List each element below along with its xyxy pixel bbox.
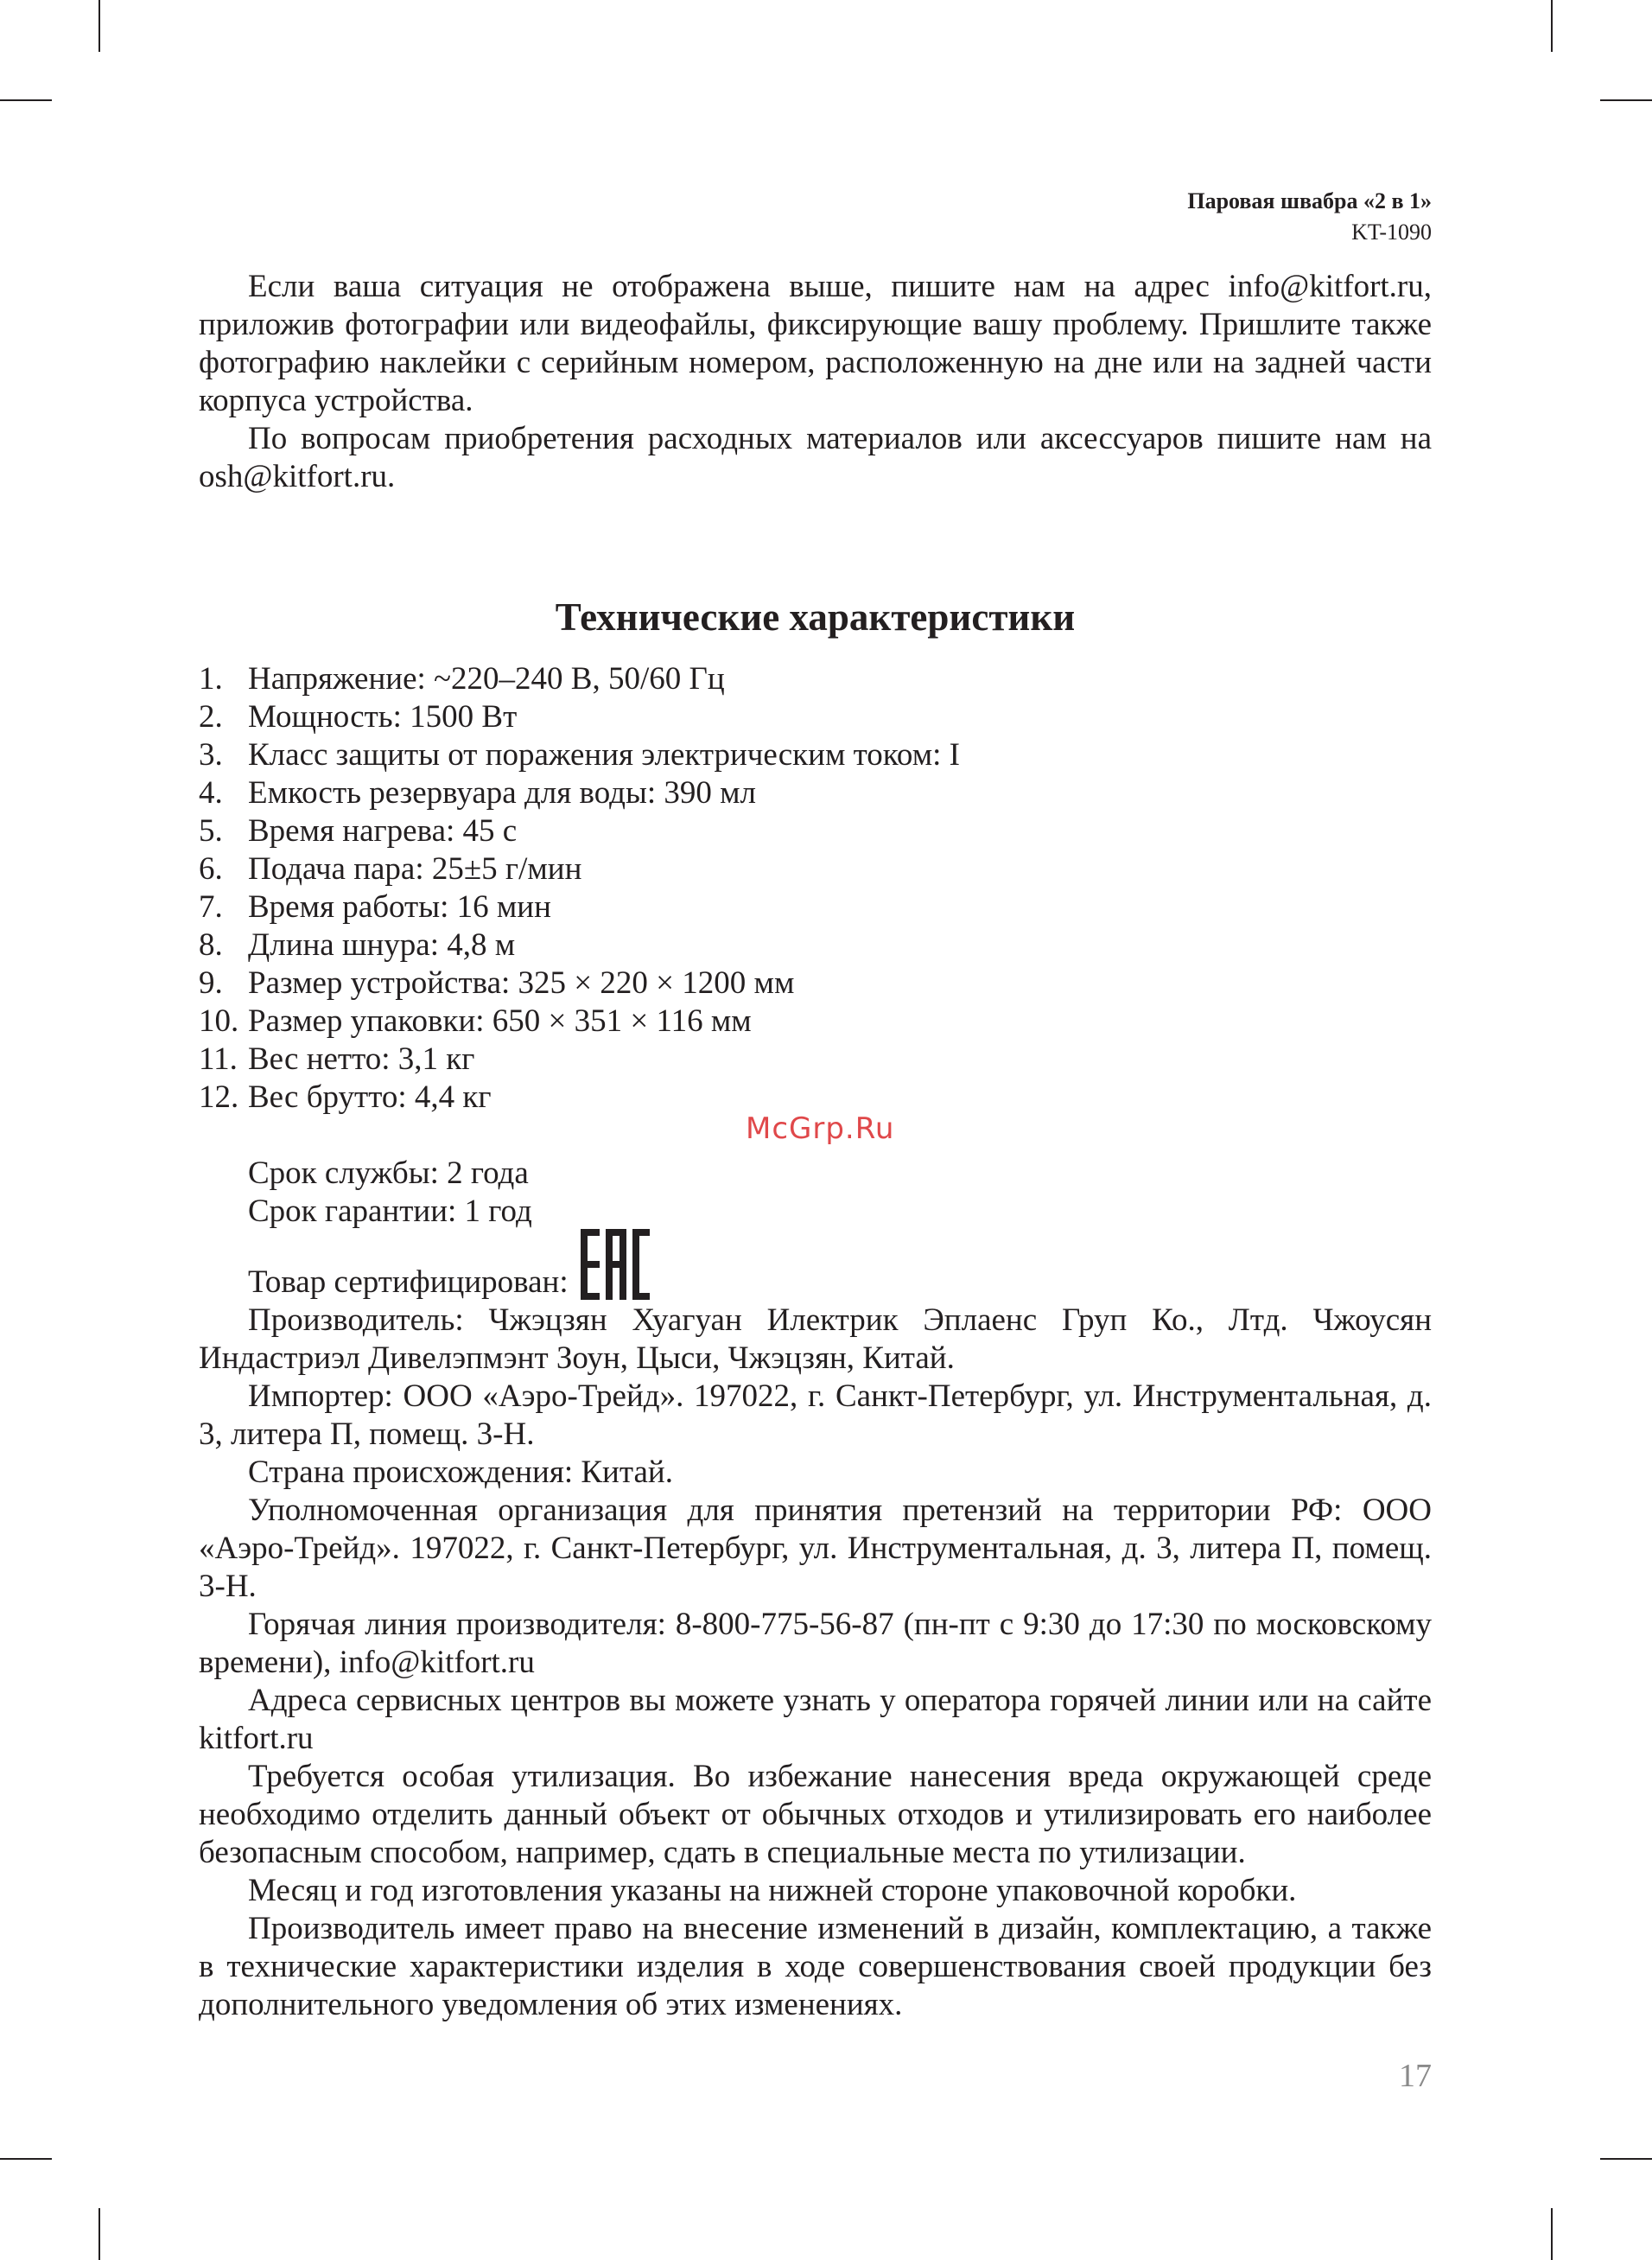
- spec-number: 2.: [199, 699, 223, 735]
- hotline: Горячая линия производителя: 8-800-775-56-87 (пн-пт с 9:30 до 17:30 по московскому времени), info@kitfort.ru: [199, 1607, 1432, 1680]
- spec-number: 1.: [199, 661, 223, 697]
- spec-text: Класс защиты от поражения электрическим током: I: [248, 737, 960, 773]
- spec-item: [199, 812, 1432, 850]
- spec-item: [199, 850, 1432, 888]
- page-content: [199, 268, 1432, 2024]
- crop-mark: [0, 2158, 52, 2160]
- spec-item: [199, 774, 1432, 812]
- crop-mark: [1551, 2208, 1553, 2260]
- spec-text: Напряжение: ~220–240 В, 50/60 Гц: [248, 661, 725, 697]
- country-of-origin: Страна происхождения: Китай.: [248, 1455, 673, 1490]
- spec-text: Размер устройства: 325 × 220 × 1200 мм: [248, 965, 795, 1001]
- manufacturer: Производитель: Чжэцзян Хуагуан Илектрик Эплаенс Груп Ко., Лтд. Чжоусян Индастриэл Дивелэпмэнт Зоун, Цыси, Чжэцзян, Китай.: [199, 1302, 1432, 1376]
- spec-item: [199, 698, 1432, 736]
- page-number: 17: [1399, 2058, 1432, 2094]
- spec-text: Вес нетто: 3,1 кг: [248, 1041, 475, 1077]
- spec-number: 7.: [199, 889, 223, 925]
- crop-mark: [1551, 0, 1553, 52]
- spec-item: [199, 1041, 1432, 1079]
- spec-number: 9.: [199, 965, 223, 1001]
- certified-label: Товар сертифицирован:: [248, 1264, 569, 1300]
- watermark: McGrp.Ru: [746, 1111, 895, 1146]
- spec-number: 8.: [199, 927, 223, 963]
- intro-paragraph: Если ваша ситуация не отображена выше, пишите нам на адрес info@kitfort.ru, приложив фотографии или видеофайлы, фиксирующие вашу проблему. Пришлите также фотографию наклейки с серийным номером, расположенную на дне или на задней части корпуса устройства.: [199, 269, 1432, 418]
- spec-item: [199, 736, 1432, 774]
- product-model: KT-1090: [1351, 220, 1432, 245]
- spec-number: 10.: [199, 1003, 239, 1039]
- changes-disclaimer: Производитель имеет право на внесение изменений в дизайн, комплектацию, а также в технические характеристики изделия в ходе совершенствования своей продукции без дополнительного уведомления об этих изменениях.: [199, 1911, 1432, 2022]
- spec-number: 11.: [199, 1041, 238, 1077]
- importer: Импортер: ООО «Аэро-Трейд». 197022, г. Санкт-Петербург, ул. Инструментальная, д. 3, литера П, помещ. 3-Н.: [199, 1378, 1432, 1452]
- crop-mark: [98, 2208, 100, 2260]
- spec-text: Мощность: 1500 Вт: [248, 699, 518, 735]
- spec-item: [199, 660, 1432, 698]
- spec-number: 5.: [199, 813, 223, 849]
- warranty: Срок гарантии: 1 год: [248, 1194, 532, 1229]
- section-title: Технические характеристики: [555, 595, 1076, 639]
- manufacture-date-note: Месяц и год изготовления указаны на нижней стороне упаковочной коробки.: [248, 1873, 1297, 1908]
- service-life: Срок службы: 2 года: [248, 1155, 529, 1191]
- crop-mark: [0, 99, 52, 101]
- spec-text: Вес брутто: 4,4 кг: [248, 1079, 492, 1115]
- crop-mark: [1600, 99, 1652, 101]
- spec-item: [199, 1003, 1432, 1041]
- product-title: Паровая швабра «2 в 1»: [1187, 188, 1432, 213]
- spec-text: Длина шнура: 4,8 м: [248, 927, 516, 963]
- spec-text: Емкость резервуара для воды: 390 мл: [248, 775, 757, 811]
- crop-mark: [98, 0, 100, 52]
- disposal-notice: Требуется особая утилизация. Во избежание нанесения вреда окружающей среде необходимо отделить данный объект от обычных отходов и утилизировать его наиболее безопасным способом, например, сдать в специальные места по утилизации.: [199, 1759, 1432, 1870]
- spec-text: Подача пара: 25±5 г/мин: [248, 851, 582, 887]
- service-centers: Адреса сервисных центров вы можете узнать у оператора горячей линии или на сайте kitfort.ru: [199, 1683, 1432, 1756]
- spec-item: [199, 926, 1432, 964]
- spec-number: 4.: [199, 775, 223, 811]
- certification-line: [199, 1231, 1432, 1302]
- page-header: [1187, 186, 1432, 248]
- spec-text: Время нагрева: 45 с: [248, 813, 518, 849]
- spec-number: 3.: [199, 737, 223, 773]
- intro-paragraph: По вопросам приобретения расходных материалов или аксессуаров пишите нам на osh@kitfort.ru.: [199, 421, 1432, 494]
- spec-item: [199, 964, 1432, 1003]
- spec-list: [199, 660, 1432, 1117]
- crop-mark: [1600, 2158, 1652, 2160]
- spec-text: Время работы: 16 мин: [248, 889, 551, 925]
- spec-item: [199, 888, 1432, 926]
- authorized-organization: Уполномоченная организация для принятия претензий на территории РФ: ООО «Аэро-Трейд». 197022, г. Санкт-Петербург, ул. Инструментальная, д. 3, литера П, помещ. 3-Н.: [199, 1493, 1432, 1604]
- eac-logo-icon: [581, 1229, 650, 1300]
- spec-number: 12.: [199, 1079, 239, 1115]
- spec-text: Размер упаковки: 650 × 351 × 116 мм: [248, 1003, 752, 1039]
- spec-number: 6.: [199, 851, 223, 887]
